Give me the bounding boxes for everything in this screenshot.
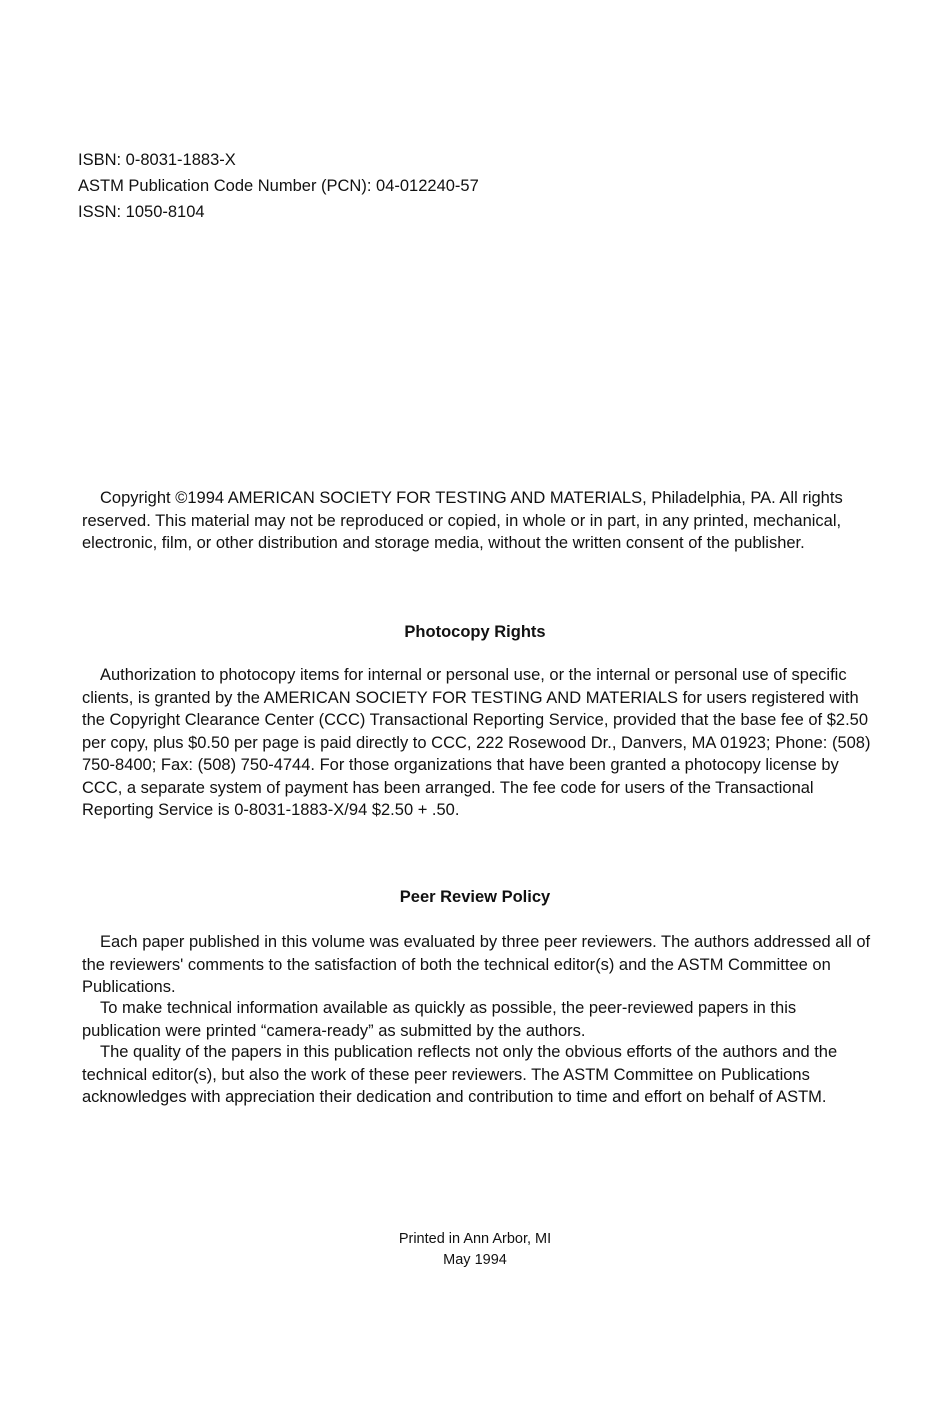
peer-review-heading: Peer Review Policy — [399, 888, 551, 906]
imprint — [0, 1229, 950, 1271]
copyright-notice: Copyright ©1994 AMERICAN SOCIETY FOR TESTING AND MATERIALS, Philadelphia, PA. All rights reserved. This material may not be reproduced or copied, in whole or in part, in any printed, mechanical, electronic, film, or other distribution and storage media, without the written consent of the publisher. — [82, 489, 843, 552]
pcn-line: ASTM Publication Code Number (PCN): 04-012240-57 — [78, 177, 479, 195]
peer-review-paragraph: The quality of the papers in this publication reflects not only the obvious efforts of the authors and the technical editor(s), but also the work of these peer reviewers. The ASTM Committee on Publications acknowledges with appreciation their dedication and contribution to time and effort on behalf of ASTM. — [82, 1043, 838, 1106]
photocopy-rights-heading: Photocopy Rights — [404, 623, 546, 641]
publication-identifiers — [78, 147, 479, 225]
peer-review-paragraph: To make technical information available as quickly as possible, the peer-reviewed papers in this publication were printed “camera-ready” as submitted by the authors. — [82, 999, 797, 1040]
isbn-line: ISBN: 0-8031-1883-X — [78, 151, 236, 169]
issn-line: ISSN: 1050-8104 — [78, 203, 205, 221]
printed-location: Printed in Ann Arbor, MI — [398, 1231, 552, 1247]
peer-review-paragraph: Each paper published in this volume was evaluated by three peer reviewers. The authors addressed all of the reviewers' comments to the satisfaction of both the technical editor(s) and the ASTM Committee on Publications. — [82, 933, 871, 996]
printed-date: May 1994 — [443, 1252, 507, 1268]
photocopy-rights-text: Authorization to photocopy items for internal or personal use, or the internal or personal use of specific clients, is granted by the AMERICAN SOCIETY FOR TESTING AND MATERIALS for users registered with the Copyright Clearance Center (CCC) Transactional Reporting Service, provided that the base fee of $2.50 per copy, plus $0.50 per page is paid directly to CCC, 222 Rosewood Dr., Danvers, MA 01923; Phone: (508) 750-8400; Fax: (508) 750-4744. For those organizations that have been granted a photocopy license by CCC, a separate system of payment has been arranged. The fee code for users of the Transactional Reporting Service is 0-8031-1883-X/94 $2.50 + .50. — [82, 666, 871, 819]
